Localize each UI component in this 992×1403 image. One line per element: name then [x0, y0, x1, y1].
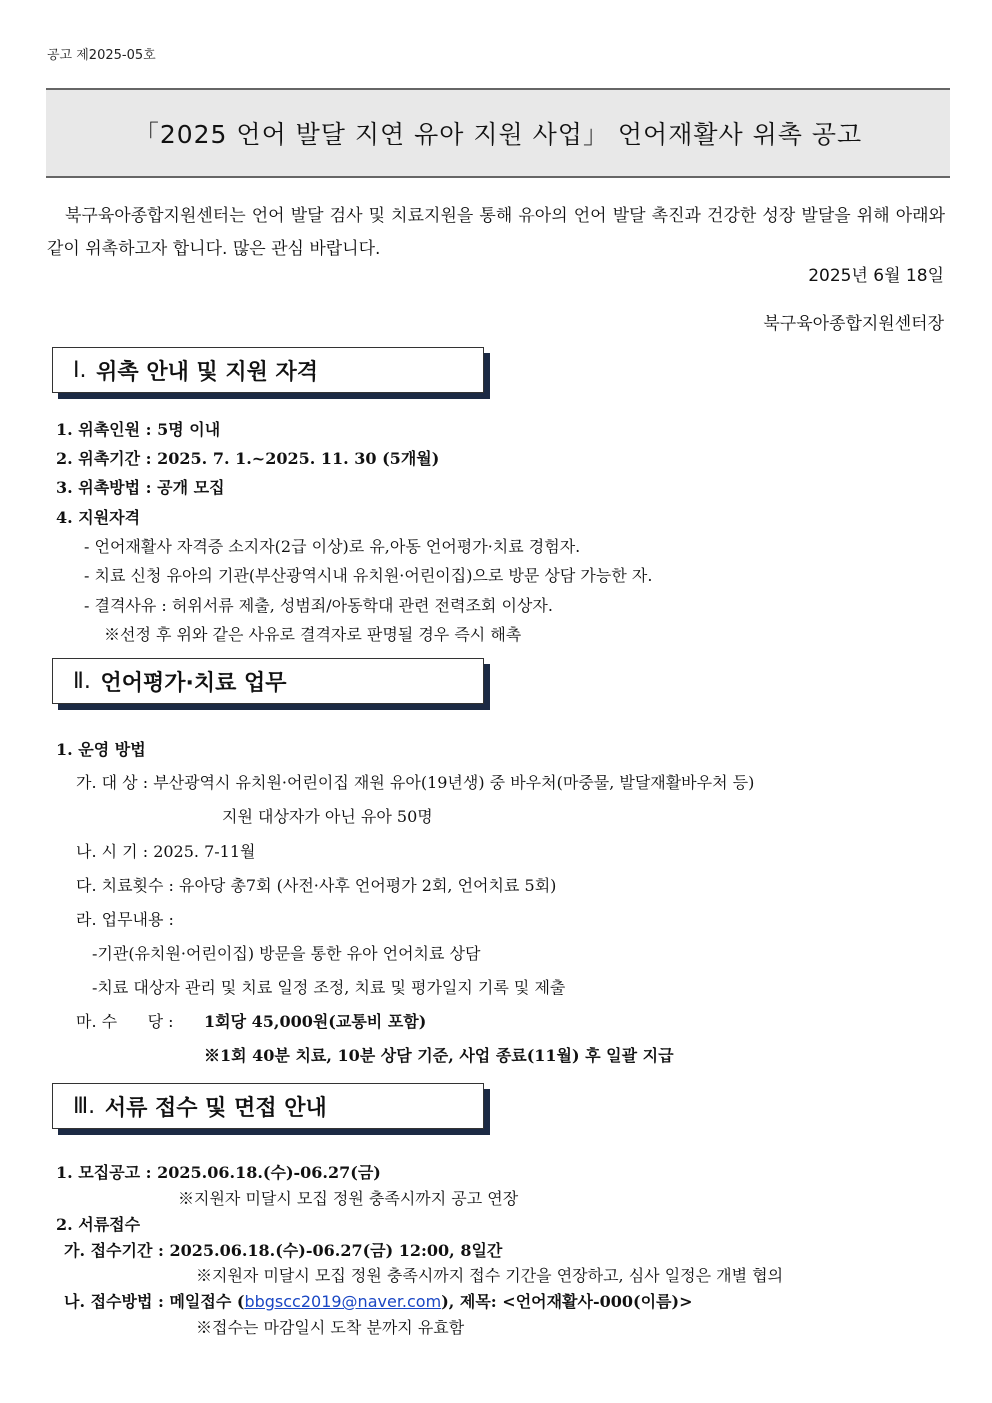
- section1-number: Ⅰ.: [73, 357, 87, 383]
- s2-line-4: 다. 치료횟수 : 유아당 총7회 (사전·사후 언어평가 2회, 언어치료 5회): [76, 876, 557, 895]
- s3-line-7: ※접수는 마감일시 도착 분까지 유효함: [196, 1318, 465, 1337]
- s1-item-2: 2. 위촉기간 : 2025. 7. 1.~2025. 11. 30 (5개월): [56, 449, 440, 468]
- s3-method-subject: ), 제목: <언어재활사-000(이름)>: [441, 1292, 693, 1311]
- s3-line-3: 2. 서류접수: [56, 1215, 141, 1234]
- notice-number: 공고 제2025-05호: [47, 48, 156, 63]
- s2-allowance: 1회당 45,000원(교통비 포함): [204, 1012, 427, 1031]
- s3-line-4: 가. 접수기간 : 2025.06.18.(수)-06.27(금) 12:00, 8일간: [64, 1241, 503, 1260]
- section2-title: 언어평가·치료 업무: [100, 670, 287, 696]
- s1-item-1: 1. 위촉인원 : 5명 이내: [56, 420, 221, 439]
- s3-method-label: 나. 접수방법 : 메일접수 (: [64, 1292, 245, 1311]
- s3-line-6: [64, 1289, 692, 1312]
- section3-header: [52, 1083, 484, 1129]
- s3-line-5: ※지원자 미달시 모집 정원 충족시까지 접수 기간을 연장하고, 심사 일정은 개별 협의: [196, 1266, 784, 1285]
- s2-line-6: -기관(유치원·어린이집) 방문을 통한 유아 언어치료 상담: [92, 944, 481, 963]
- s3-line-2: ※지원자 미달시 모집 정원 충족시까지 공고 연장: [178, 1189, 519, 1208]
- page-title: 「2025 언어 발달 지연 유아 지원 사업」 언어재활사 위촉 공고: [133, 120, 863, 149]
- s2-line-2: 지원 대상자가 아닌 유아 50명: [222, 807, 433, 826]
- intro-paragraph: 북구육아종합지원센터는 언어 발달 검사 및 치료지원을 통해 유아의 언어 발달 촉진과 건강한 성장 발달을 위해 아래와 같이 위촉하고자 합니다. 많은 관심 바랍니다.: [47, 206, 945, 259]
- s1-sub-2: - 치료 신청 유아의 기관(부산광역시내 유치원·어린이집)으로 방문 상담 가능한 자.: [84, 566, 653, 585]
- s1-item-4: 4. 지원자격: [56, 508, 141, 527]
- s1-sub-1: - 언어재활사 자격증 소지자(2급 이상)로 유,아동 언어평가·치료 경험자.: [84, 537, 581, 556]
- section3-title: 서류 접수 및 면접 안내: [104, 1095, 327, 1121]
- s2-line-5: 라. 업무내용 :: [76, 910, 174, 929]
- s2-line-1: 가. 대 상 : 부산광역시 유치원·어린이집 재원 유아(19년생) 중 바우처(마중물, 발달재활바우처 등): [76, 773, 755, 792]
- section1-title: 위촉 안내 및 지원 자격: [96, 359, 319, 385]
- email-link[interactable]: bbgscc2019@naver.com: [244, 1292, 442, 1311]
- s1-sub-3: - 결격사유 : 허위서류 제출, 성범죄/아동학대 관련 전력조회 이상자.: [84, 596, 553, 615]
- s2-allowance-note: ※1회 40분 치료, 10분 상담 기준, 사업 종료(11월) 후 일괄 지급: [204, 1046, 674, 1065]
- section2-number: Ⅱ.: [73, 668, 91, 694]
- s2-heading: 1. 운영 방법: [56, 740, 146, 759]
- s2-line-7: -치료 대상자 관리 및 치료 일정 조정, 치료 및 평가일지 기록 및 제출: [92, 978, 566, 997]
- s2-line-3: 나. 시 기 : 2025. 7-11월: [76, 842, 256, 861]
- s1-item-3: 3. 위촉방법 : 공개 모집: [56, 478, 225, 497]
- issuer: 북구육아종합지원센터장: [763, 314, 944, 334]
- s2-line-8: 마. 수 당 :: [76, 1012, 179, 1031]
- section2-header: [52, 658, 484, 704]
- s3-line-1: 1. 모집공고 : 2025.06.18.(수)-06.27(금): [56, 1163, 381, 1182]
- s1-sub-4: ※선정 후 위와 같은 사유로 결격자로 판명될 경우 즉시 해촉: [104, 625, 522, 644]
- section1-header: [52, 347, 484, 393]
- section3-number: Ⅲ.: [73, 1093, 96, 1119]
- title-banner: [46, 88, 950, 178]
- notice-date: 2025년 6월 18일: [808, 266, 944, 286]
